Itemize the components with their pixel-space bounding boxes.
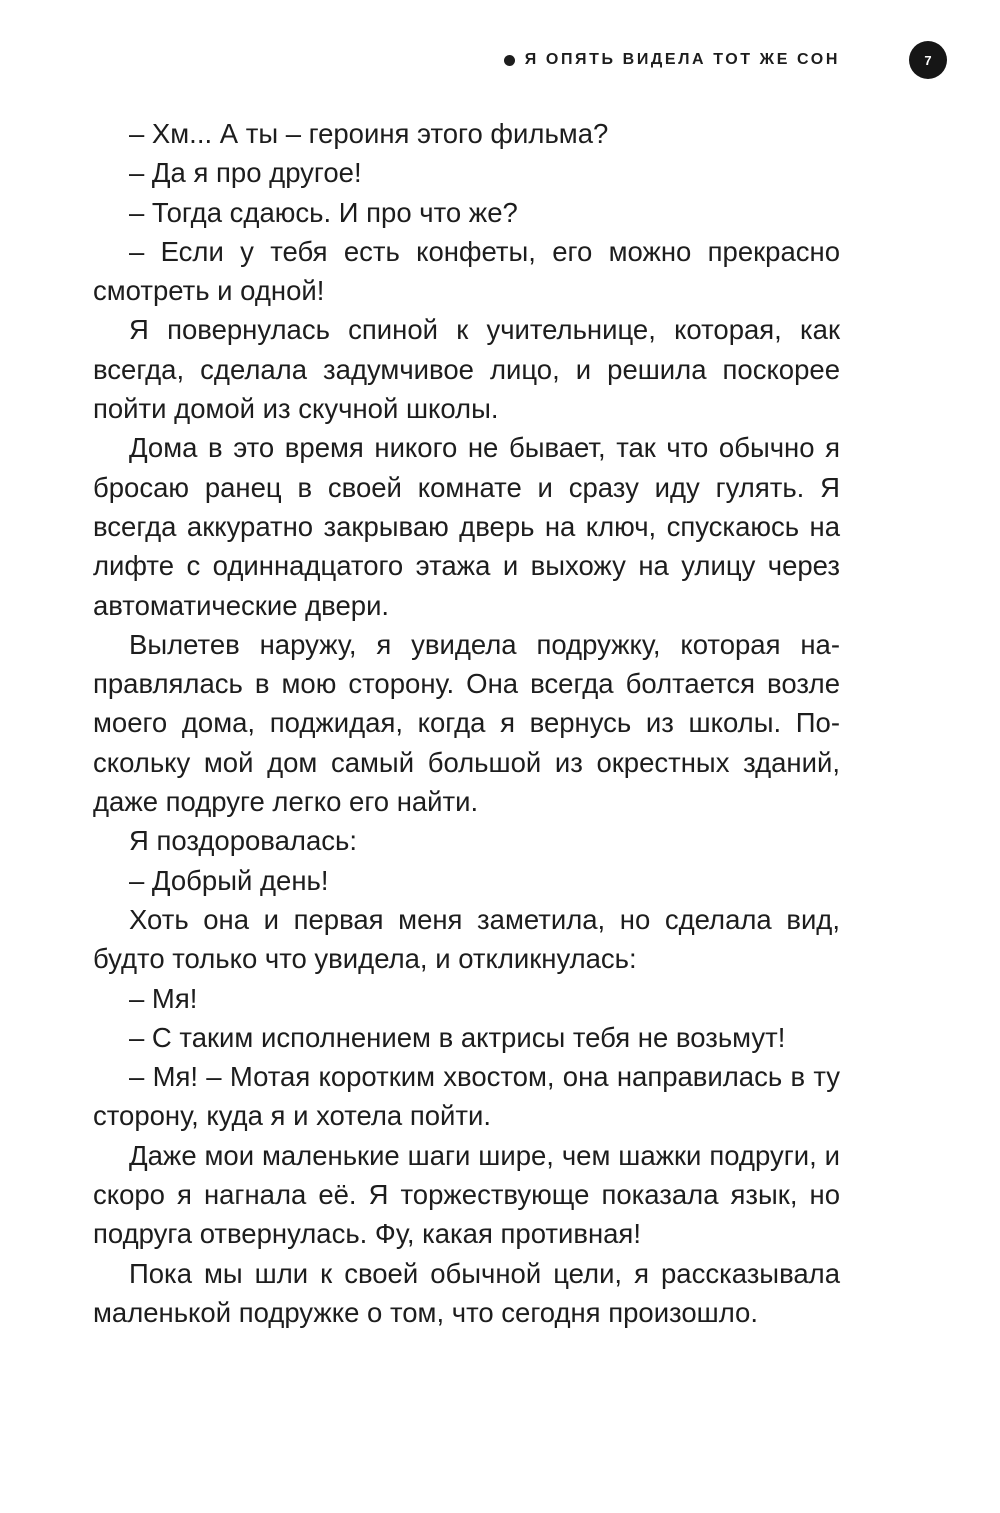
paragraph: Даже мои маленькие шаги шире, чем шажки подруги, и скоро я нагнала её. Я торжествующе показала язык, но подруга отвернулась. Фу, какая противная! (93, 1139, 840, 1250)
paragraph: Вылетев наружу, я увидела подружку, которая направлялась в мою сторону. Она всегда болтается возле моего дома, поджидая, когда я вернусь из школы. Поскольку мой дом самый большой из окрестных зданий, даже подруге легко его найти. (93, 628, 840, 818)
page-number: 7 (909, 41, 947, 79)
paragraph: – Добрый день! (129, 864, 329, 896)
paragraph: – С таким исполнением в актрисы тебя не возьмут! (129, 1021, 786, 1053)
paragraph: – Мя! (129, 982, 198, 1014)
paragraph: – Мя! – Мотая коротким хвостом, она направилась в ту сторону, куда я и хотела пойти. (93, 1061, 840, 1132)
chapter-title: Я ОПЯТЬ ВИДЕЛА ТОТ ЖЕ СОН (524, 51, 840, 68)
paragraph: Хоть она и первая меня заметила, но сделала вид, будто только что увидела, и откликнулась: (93, 903, 840, 975)
body-text (93, 114, 840, 1332)
paragraph: Дома в это время никого не бывает, так что обычно я бросаю ранец в своей комнате и сразу иду гулять. Я всегда аккуратно закрываю дверь на ключ, спускаюсь на лифте с одиннадцатого этажа и выхожу на улицу через автоматические двери. (93, 432, 840, 621)
paragraph: Я поздоровалась: (129, 825, 357, 857)
paragraph: Я повернулась спиной к учительнице, которая, как всегда, сделала задумчивое лицо, и решила поскорее пойти домой из скучной школы. (93, 314, 840, 425)
paragraph: Пока мы шли к своей обычной цели, я рассказывала маленькой подружке о том, что сегодня произошло. (93, 1257, 840, 1328)
paragraph: – Хм... А ты – героиня этого фильма? (129, 118, 609, 149)
running-head (500, 40, 840, 80)
bullet-dot-icon (504, 55, 515, 66)
paragraph: – Тогда сдаюсь. И про что же? (129, 196, 518, 228)
paragraph: – Да я про другое! (129, 157, 362, 189)
paragraph: – Если у тебя есть конфеты, его можно прекрасно смотреть и одной! (93, 235, 840, 307)
